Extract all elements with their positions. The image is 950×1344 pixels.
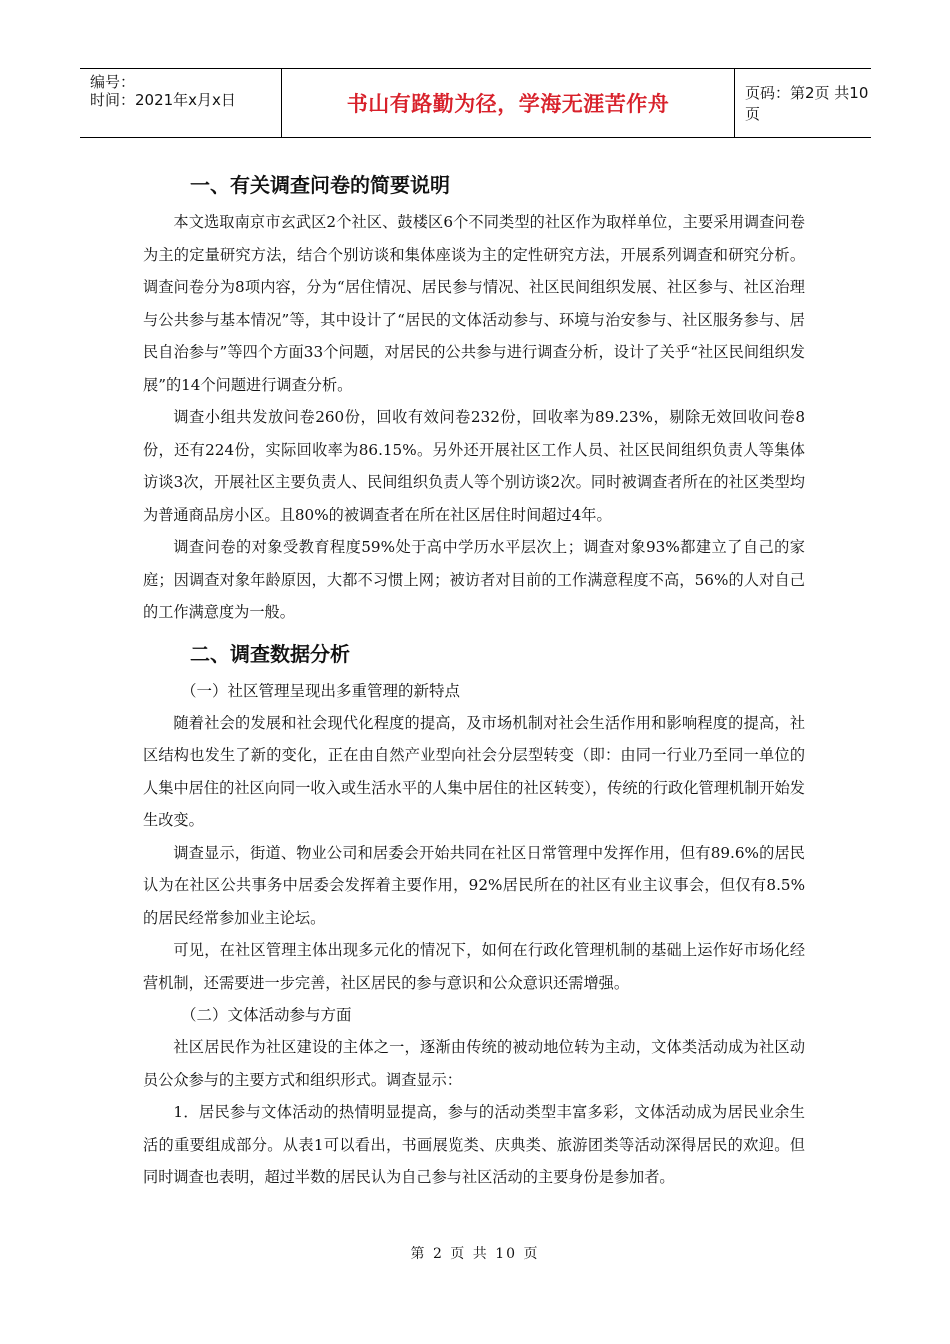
date-label: 时间：2021年x月x日 [90, 91, 236, 109]
paragraph: 调查小组共发放问卷260份，回收有效问卷232份，回收率为89.23%，剔除无效回收问卷8份，还有224份，实际回收率为86.15%。另外还开展社区工作人员、社区民间组织负责人等集体访谈3次，开展社区主要负责人、民间组织负责人等个别访谈2次。同时被调查者所在的社区类型均为普通商品房小区。且80%的被调查者在所在社区居住时间超过4年。 [143, 408, 805, 524]
subsection-title: （一）社区管理呈现出多重管理的新特点 [181, 681, 461, 700]
paragraph: 随着社会的发展和社会现代化程度的提高，及市场机制对社会生活作用和影响程度的提高，社区结构也发生了新的变化，正在由自然产业型向社会分层型转变（即：由同一行业乃至同一单位的人集中居住的社区向同一收入或生活水平的人集中居住的社区转变），传统的行政化管理机制开始发生改变。 [143, 713, 805, 829]
paragraph: 本文选取南京市玄武区2个社区、鼓楼区6个不同类型的社区作为取样单位，主要采用调查问卷为主的定量研究方法，结合个别访谈和集体座谈为主的定性研究方法，开展系列调查和研究分析。调查问卷分为8项内容，分为“居住情况、居民参与情况、社区民间组织发展、社区参与、社区治理与公共参与基本情况”等，其中设计了“居民的文体活动参与、环境与治安参与、社区服务参与、居民自治参与”等四个方面33个问题，对居民的公共参与进行调查分析，设计了关乎“社区民间组织发展”的14个问题进行调查分析。 [143, 213, 805, 394]
page-footer: 第 2 页 共 10 页 [410, 1246, 540, 1262]
header-meta [80, 69, 282, 137]
header-motto-cell [282, 69, 735, 137]
header-table [80, 68, 871, 138]
paragraph: 可见，在社区管理主体出现多元化的情况下，如何在行政化管理机制的基础上运作好市场化经营机制，还需要进一步完善，社区居民的参与意识和公众意识还需增强。 [143, 941, 805, 992]
subsection-title: （二）文体活动参与方面 [181, 1006, 352, 1024]
motto: 书山有路勤为径，学海无涯苦作舟 [346, 92, 670, 116]
paragraph: 调查问卷的对象受教育程度59%处于高中学历水平层次上；调查对象93%都建立了自己的家庭；因调查对象年龄原因，大都不习惯上网；被访者对目前的工作满意程度不高，56%的人对自己的工作满意度为一般。 [143, 538, 805, 621]
number-label: 编号： [90, 73, 136, 91]
list-item: 1．居民参与文体活动的热情明显提高，参与的活动类型丰富多彩，文体活动成为居民业余生活的重要组成部分。从表1可以看出，书画展览类、庆典类、旅游团类等活动深得居民的欢迎。但同时调查也表明，超过半数的居民认为自己参与社区活动的主要身份是参加者。 [143, 1103, 805, 1186]
page-info: 页码：第2页 共10页 [745, 84, 869, 123]
document-body [143, 168, 805, 1194]
section-title-1: 一、有关调查问卷的简要说明 [190, 173, 450, 197]
paragraph: 调查显示，街道、物业公司和居委会开始共同在社区日常管理中发挥作用，但有89.6%的居民认为在社区公共事务中居委会发挥着主要作用，92%居民所在的社区有业主议事会，但仅有8.5%的居民经常参加业主论坛。 [143, 843, 805, 927]
paragraph: 社区居民作为社区建设的主体之一，逐渐由传统的被动地位转为主动，文体类活动成为社区动员公众参与的主要方式和组织形式。调查显示： [143, 1038, 805, 1089]
section-title-2: 二、调查数据分析 [190, 641, 350, 666]
